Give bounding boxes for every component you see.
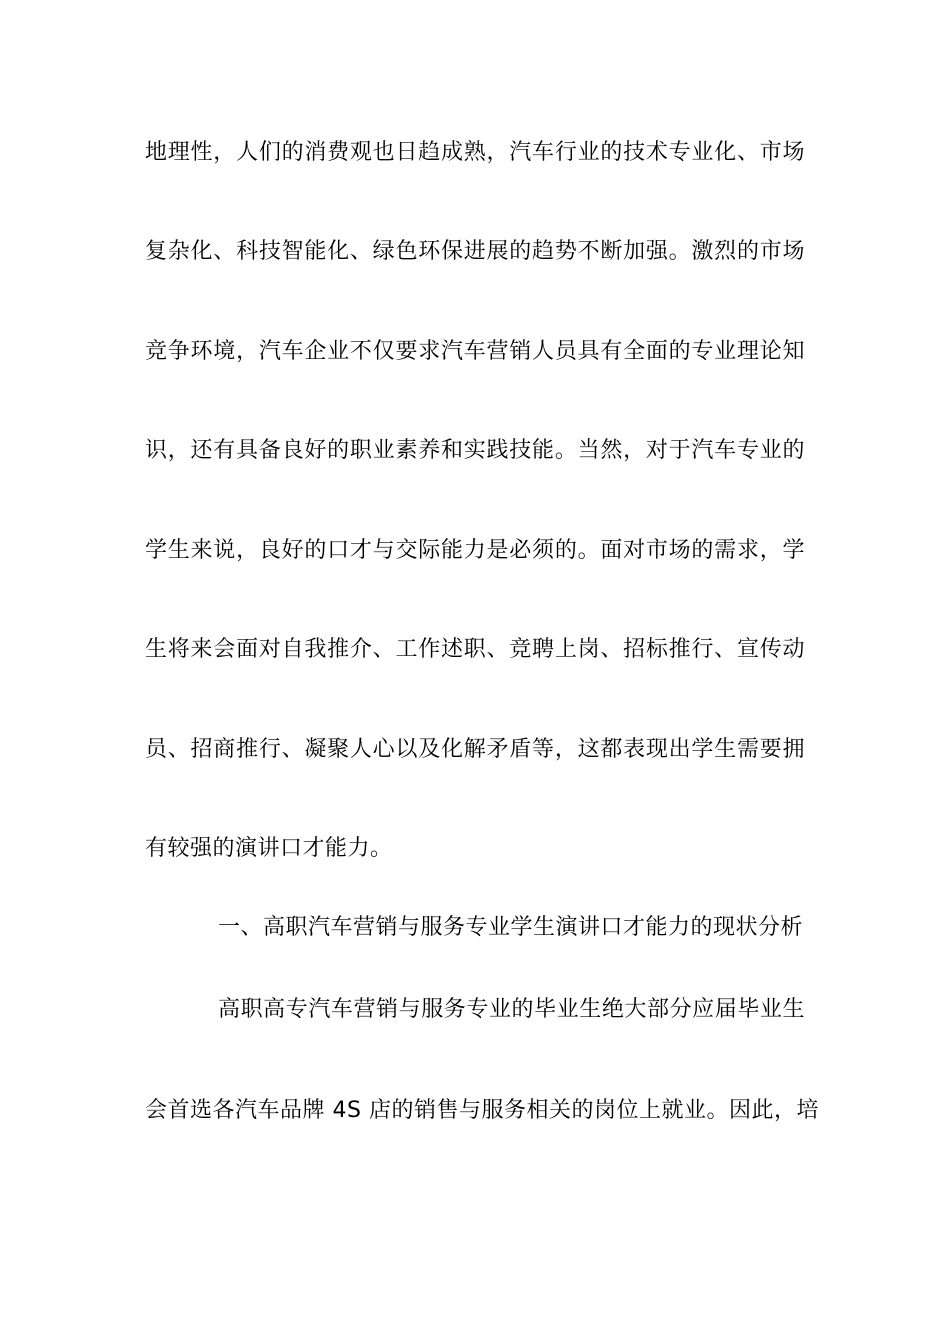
paragraph-line: 地理性，人们的消费观也日趋成熟，汽车行业的技术专业化、市场 — [145, 140, 805, 165]
paragraph-line: 会首选各汽车品牌 4S 店的销售与服务相关的岗位上就业。因此，培 — [145, 1098, 819, 1123]
paragraph-line: 竞争环境，汽车企业不仅要求汽车营销人员具有全面的专业理论知 — [145, 339, 805, 364]
paragraph-line: 识，还有具备良好的职业素养和实践技能。当然，对于汽车专业的 — [145, 438, 805, 463]
paragraph-line: 学生来说，良好的口才与交际能力是必须的。面对市场的需求，学 — [145, 538, 805, 563]
paragraph-line: 高职高专汽车营销与服务专业的毕业生绝大部分应届毕业生 — [218, 997, 805, 1022]
paragraph-line: 复杂化、科技智能化、绿色环保进展的趋势不断加强。激烈的市场 — [145, 239, 805, 264]
section-heading: 一、高职汽车营销与服务专业学生演讲口才能力的现状分析 — [218, 915, 804, 940]
paragraph-line: 生将来会面对自我推介、工作述职、竞聘上岗、招标推行、宣传动 — [145, 637, 805, 662]
paragraph-line: 员、招商推行、凝聚人心以及化解矛盾等，这都表现出学生需要拥 — [145, 737, 805, 762]
paragraph-line: 有较强的演讲口才能力。 — [145, 836, 393, 861]
